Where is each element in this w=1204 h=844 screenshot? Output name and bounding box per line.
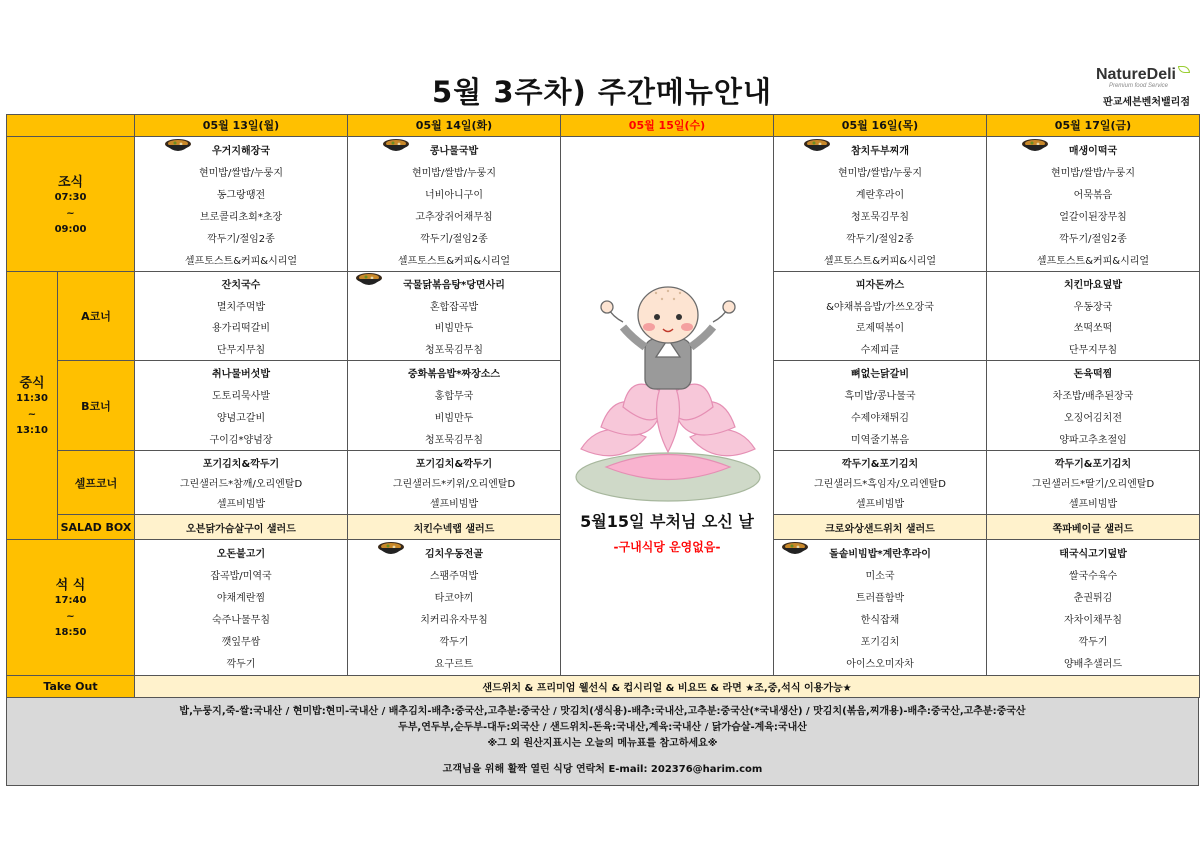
breakfast-menu-0 (134, 136, 348, 272)
side-dish: 야채계란찜 (216, 592, 266, 604)
side-dish: 요구르트 (434, 659, 474, 671)
main-dish: 깍두기&포기김치 (1054, 458, 1132, 470)
side-dish: 고추장쥐어채무침 (415, 211, 493, 223)
side-dish: 홍합무국 (434, 391, 474, 403)
meal-start-time: 07:30 (54, 191, 87, 203)
main-dish: 피자돈까스 (855, 280, 905, 292)
side-dish: 청포묵김무침 (425, 344, 483, 356)
main-dish: 돌솥비빔밥*계란후라이 (829, 545, 931, 560)
side-dish: 현미밥/쌀밥/누룽지 (1050, 167, 1136, 179)
soup-bowl-icon (781, 540, 809, 558)
main-dish: 태국식고기덮밥 (1059, 548, 1127, 560)
brand-logo (1096, 66, 1190, 108)
side-dish: 혼합잡곡밥 (429, 301, 479, 313)
side-dish: 치커리유자무침 (420, 615, 488, 627)
breakfast-label (6, 136, 135, 272)
meal-start-time: 11:30 (16, 393, 48, 404)
side-dish: 어묵볶음 (1073, 189, 1113, 201)
side-dish: 양념고갈비 (216, 412, 266, 424)
main-dish: 취나물버섯밥 (212, 369, 270, 381)
side-dish: 수제야채튀김 (851, 412, 909, 424)
corner-self-label: 셀프코너 (57, 450, 135, 515)
breakfast-menu-1 (347, 136, 561, 272)
corner-b-label: B코너 (57, 360, 135, 451)
side-dish: 깍두기/절임2종 (207, 233, 275, 245)
main-dish: 김치우동전골 (425, 545, 483, 560)
side-dish: 수제피클 (860, 344, 900, 356)
holiday-message (561, 509, 773, 555)
side-dish: 셀프비빔밥 (1068, 499, 1118, 511)
day-header-0: 05월 13일(월) (134, 114, 348, 137)
meal-time-tilde: ~ (27, 409, 37, 420)
dinner-menu-3 (773, 539, 987, 676)
side-dish: 깍두기 (1078, 637, 1108, 649)
side-dish: 계란후라이 (855, 189, 905, 201)
branch-name: 판교세븐벤처밸리점 (1103, 97, 1190, 108)
side-dish: 브로콜리초회*초장 (199, 211, 283, 223)
side-dish: 양배추샐러드 (1064, 659, 1122, 671)
header-blank (6, 114, 135, 137)
side-dish: 아이스오미자차 (846, 659, 914, 671)
lunch_b-menu-0 (134, 360, 348, 451)
lunch_a-menu-0 (134, 271, 348, 361)
lunch_self-menu-0 (134, 450, 348, 515)
side-dish: 비빔만두 (434, 412, 474, 424)
side-dish: 춘권튀김 (1073, 592, 1113, 604)
lunch-label (6, 271, 58, 540)
origin-line: 밥,누룽지,죽-쌀:국내산 / 현미밥:현미-국내산 / 배추김치-배추:중국산,고추분:중국산 / 맛김치(생식용)-배추:국내산,고추분:중국산(*국내생산) / 맛김치(볶음,찌개용)-배추:중국산,고추분:중국산 (179, 706, 1026, 717)
side-dish: 트러플함박 (855, 592, 905, 604)
main-dish: 깍두기&포기김치 (841, 458, 919, 470)
side-dish: 깍두기/절임2종 (846, 233, 914, 245)
takeout-label: Take Out (6, 675, 135, 698)
salad-item-4: 쪽파베이글 샐러드 (986, 514, 1200, 540)
corner-a-label: A코너 (57, 271, 135, 361)
holiday-headline: 5월15일 부처님 오신 날 (580, 512, 754, 531)
side-dish: 멸치주먹밥 (216, 301, 266, 313)
day-header-3: 05월 16일(목) (773, 114, 987, 137)
side-dish: 용가리떡갈비 (212, 323, 270, 335)
lunch_a-menu-1 (347, 271, 561, 361)
breakfast-menu-3 (773, 136, 987, 272)
side-dish: 그린샐러드*키위/오리엔탈D (392, 478, 516, 490)
page-title: 5월 3주차) 주간메뉴안내 (432, 75, 772, 109)
side-dish: 현미밥/쌀밥/누룽지 (837, 167, 923, 179)
side-dish: 로제떡볶이 (855, 323, 905, 335)
soup-bowl-icon (355, 271, 383, 289)
side-dish: 얼갈이된장무침 (1059, 211, 1127, 223)
meal-start-time: 17:40 (54, 595, 87, 606)
side-dish: 흑미밥/콩나물국 (844, 391, 916, 403)
side-dish: 비빔만두 (434, 323, 474, 335)
side-dish: 포기김치 (860, 637, 900, 649)
leaf-icon (1178, 66, 1190, 73)
menu-table (6, 114, 1199, 697)
takeout-items: 샌드위치 & 프리미엄 웰선식 & 컵시리얼 & 비요뜨 & 라면 ★조,중,석식 이용가능★ (134, 675, 1200, 698)
side-dish: 양파고추초절임 (1059, 434, 1127, 446)
salad-box-label: SALAD BOX (57, 514, 135, 540)
side-dish: 잡곡밥/미역국 (210, 570, 272, 582)
side-dish: 청포묵김무침 (425, 434, 483, 446)
main-dish: 국물닭볶음탕*당면사리 (403, 276, 505, 291)
side-dish: &야채볶음밥/가쓰오장국 (826, 301, 934, 313)
side-dish: 미역줄기볶음 (851, 434, 909, 446)
lunch_a-menu-3 (773, 271, 987, 361)
meal-name: 석 식 (55, 578, 86, 593)
side-dish: 차조밥/배추된장국 (1052, 391, 1134, 403)
side-dish: 자차이채무침 (1064, 615, 1122, 627)
logo-brand-b: Deli (1146, 66, 1176, 83)
side-dish: 동그랑땡전 (216, 189, 266, 201)
side-dish: 너비아니구이 (425, 189, 483, 201)
meal-end-time: 18:50 (54, 627, 87, 638)
main-dish: 돈육떡찜 (1073, 369, 1113, 381)
holiday-cell (560, 136, 774, 676)
meal-time-tilde: ~ (66, 207, 75, 219)
dinner-label (6, 539, 135, 676)
side-dish: 깍두기/절임2종 (1059, 233, 1127, 245)
main-dish: 우거지해장국 (212, 142, 270, 157)
soup-bowl-icon (803, 137, 831, 155)
origin-info (6, 697, 1199, 786)
side-dish: 그린샐러드*흑임자/오리엔탈D (814, 478, 946, 490)
lunch_b-menu-4 (986, 360, 1200, 451)
side-dish: 한식잡채 (860, 615, 900, 627)
side-dish: 셀프비빔밥 (855, 499, 905, 511)
main-dish: 포기김치&깍두기 (415, 458, 493, 470)
soup-bowl-icon (164, 137, 192, 155)
meal-time-tilde: ~ (66, 611, 75, 622)
side-dish: 셀프토스트&커피&시리얼 (184, 255, 298, 267)
lunch_a-menu-4 (986, 271, 1200, 361)
side-dish: 스팸주먹밥 (429, 570, 479, 582)
side-dish: 미소국 (865, 570, 895, 582)
lunch_self-menu-3 (773, 450, 987, 515)
salad-item-1: 치킨수넥랩 샐러드 (347, 514, 561, 540)
side-dish: 셀프비빔밥 (429, 499, 479, 511)
side-dish: 단무지무침 (1068, 344, 1118, 356)
contact-info: 고객님을 위해 활짝 열린 식당 연락처 E-mail: 202376@harim.com (442, 764, 763, 775)
main-dish: 콩나물국밥 (430, 142, 478, 157)
logo-tagline: Premium food Service (1108, 83, 1168, 89)
meal-end-time: 09:00 (54, 223, 87, 235)
side-dish: 우동장국 (1073, 301, 1113, 313)
day-header-4: 05월 17일(금) (986, 114, 1200, 137)
dinner-menu-4 (986, 539, 1200, 676)
side-dish: 쌀국수육수 (1068, 570, 1118, 582)
side-dish: 숙주나물무침 (212, 615, 270, 627)
side-dish: 깍두기 (439, 637, 469, 649)
side-dish: 현미밥/쌀밥/누룽지 (198, 167, 284, 179)
side-dish: 그린샐러드*참깨/오리엔탈D (179, 478, 303, 490)
lunch_b-menu-3 (773, 360, 987, 451)
side-dish: 도토리묵사발 (212, 391, 270, 403)
breakfast-menu-4 (986, 136, 1200, 272)
dinner-menu-0 (134, 539, 348, 676)
main-dish: 참치두부찌개 (851, 142, 909, 157)
side-dish: 깍두기 (226, 659, 256, 671)
main-dish: 치킨마요덮밥 (1064, 280, 1122, 292)
main-dish: 뼈없는닭갈비 (851, 369, 909, 381)
lunch_b-menu-1 (347, 360, 561, 451)
side-dish: 타코야끼 (434, 592, 474, 604)
day-header-1: 05월 14일(화) (347, 114, 561, 137)
salad-item-3: 크로와상샌드위치 샐러드 (773, 514, 987, 540)
side-dish: 셀프토스트&커피&시리얼 (1036, 255, 1150, 267)
side-dish: 그린샐러드*딸기/오리엔탈D (1031, 478, 1155, 490)
meal-name: 조식 (57, 174, 84, 190)
meal-end-time: 13:10 (16, 425, 48, 436)
side-dish: 셀프토스트&커피&시리얼 (397, 255, 511, 267)
side-dish: 단무지무침 (216, 344, 266, 356)
main-dish: 오돈불고기 (216, 548, 266, 560)
main-dish: 매생이떡국 (1069, 142, 1117, 157)
side-dish: 청포묵김무침 (851, 211, 909, 223)
day-header-2: 05월 15일(수) (560, 114, 774, 137)
side-dish: 오징어김치전 (1064, 412, 1122, 424)
main-dish: 잔치국수 (221, 280, 261, 292)
side-dish: 현미밥/쌀밥/누룽지 (411, 167, 497, 179)
dinner-menu-1 (347, 539, 561, 676)
side-dish: 깍두기/절임2종 (420, 233, 488, 245)
soup-bowl-icon (382, 137, 410, 155)
side-dish: 셀프비빔밥 (216, 499, 266, 511)
side-dish: 셀프토스트&커피&시리얼 (823, 255, 937, 267)
meal-name: 중식 (19, 376, 45, 391)
side-dish: 쏘떡쏘떡 (1073, 323, 1113, 335)
lunch_self-menu-1 (347, 450, 561, 515)
origin-note: ※그 외 원산지표시는 오늘의 메뉴표를 참고하세요※ (487, 738, 718, 749)
salad-item-0: 오븐닭가슴살구이 샐러드 (134, 514, 348, 540)
side-dish: 구이김*양념장 (209, 434, 273, 446)
side-dish: 깻잎무쌈 (221, 637, 261, 649)
baby-buddha-lotus-illustration (561, 277, 774, 507)
main-dish: 중화볶음밥*짜장소스 (407, 369, 501, 381)
main-dish: 포기김치&깍두기 (202, 458, 280, 470)
lunch_self-menu-4 (986, 450, 1200, 515)
soup-bowl-icon (1021, 137, 1049, 155)
logo-brand-a: Nature (1095, 66, 1147, 83)
holiday-notice: -구내식당 운영없음- (613, 540, 721, 554)
origin-line: 두부,연두부,순두부-대두:외국산 / 샌드위치-돈육:국내산,계육:국내산 / 닭가슴살-계육:국내산 (398, 722, 807, 733)
soup-bowl-icon (377, 540, 405, 558)
